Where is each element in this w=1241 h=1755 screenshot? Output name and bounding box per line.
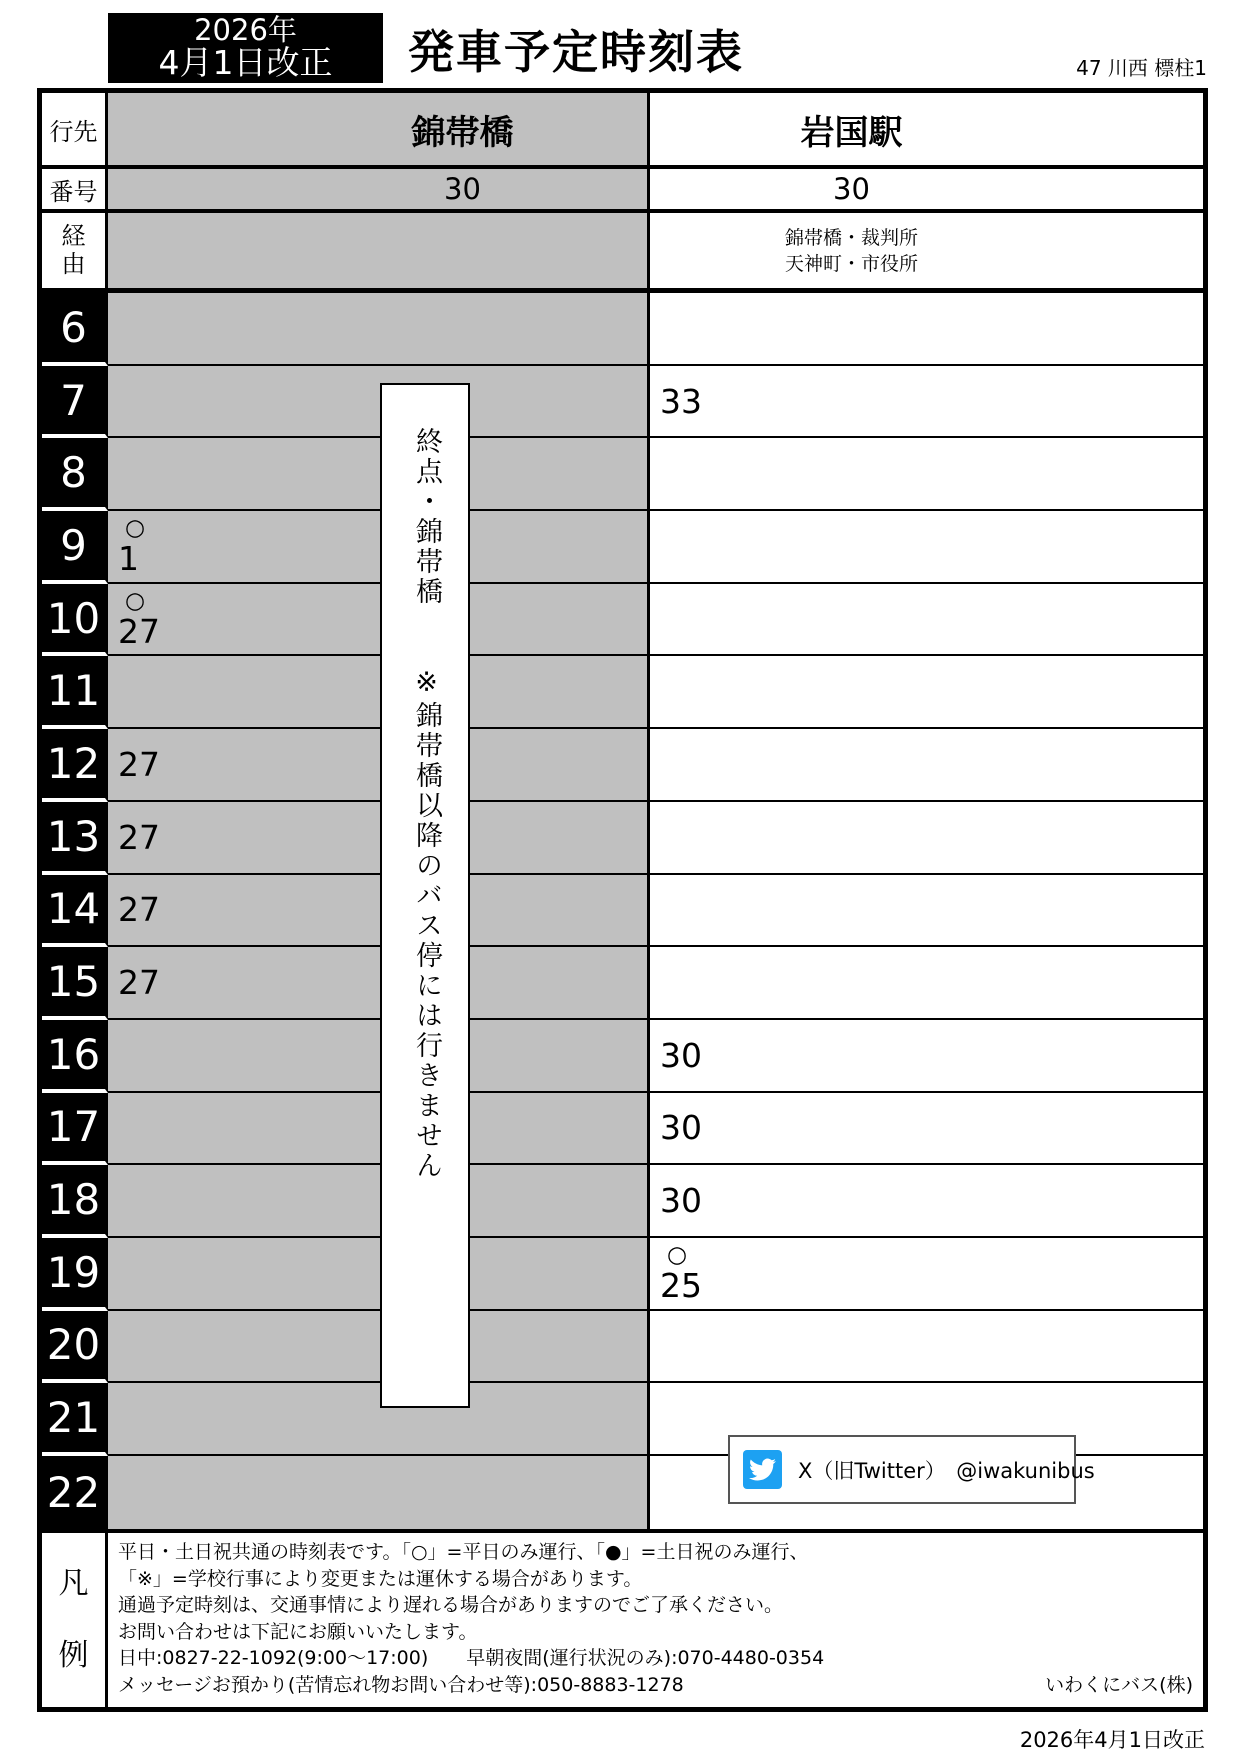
cell-iwakuni [650, 1238, 1203, 1311]
destination-kintaikyo: 錦帯橋 [108, 93, 650, 165]
cell-kintaikyo [108, 366, 650, 439]
cell-iwakuni [650, 366, 1203, 439]
route-number-row [42, 169, 1203, 213]
cell-kintaikyo [108, 729, 650, 802]
cell-kintaikyo [108, 656, 650, 729]
cell-kintaikyo [108, 1456, 650, 1529]
cell-iwakuni [650, 1311, 1203, 1384]
cell-iwakuni [650, 293, 1203, 366]
hour-label: 12 [42, 729, 108, 802]
cell-kintaikyo [108, 1165, 650, 1238]
twitter-info-box [728, 1435, 1095, 1504]
via-line2: 天神町・市役所 [784, 252, 918, 275]
hour-label: 11 [42, 656, 108, 729]
weekday-only-symbol: ○ [125, 515, 146, 542]
minute-value: 1 [118, 539, 139, 579]
cell-iwakuni [650, 802, 1203, 875]
hour-label: 9 [42, 511, 108, 584]
legend-phone-line: メッセージお預かり(苦情忘れ物お問い合わせ等):050-8883-1278 [118, 1673, 684, 1696]
hour-row-14 [42, 875, 1203, 948]
minute-value: 27 [118, 963, 160, 1003]
cell-iwakuni [650, 511, 1203, 584]
minute-value: 27 [118, 890, 160, 930]
cell-kintaikyo [108, 1311, 650, 1384]
page-title: 発車予定時刻表 [408, 25, 744, 79]
hour-row-15 [42, 947, 1203, 1020]
hour-label: 8 [42, 438, 108, 511]
cell-kintaikyo [108, 1020, 650, 1093]
revision-date-box [108, 13, 383, 83]
legend-line-3: 通過予定時刻は、交通事情により遅れる場合がありますのでご了承ください。 [118, 1594, 784, 1616]
cell-iwakuni [650, 656, 1203, 729]
minute-value: 27 [118, 817, 160, 857]
cell-kintaikyo [108, 875, 650, 948]
legend-line-6 [118, 1672, 1195, 1699]
weekday-only-symbol: ○ [667, 1242, 688, 1269]
revision-date: 4月1日改正 [158, 42, 333, 82]
hour-label: 6 [42, 293, 108, 366]
cell-kintaikyo [108, 438, 650, 511]
hour-label: 7 [42, 366, 108, 439]
hour-label: 19 [42, 1238, 108, 1311]
legend-row [42, 1529, 1203, 1707]
hour-row-12 [42, 729, 1203, 802]
legend-text [108, 1533, 1203, 1707]
twitter-bird-icon [743, 1450, 782, 1489]
cell-kintaikyo [108, 584, 650, 657]
cell-kintaikyo [108, 1383, 650, 1456]
cell-kintaikyo [108, 1238, 650, 1311]
route-number-iwakuni: 30 [650, 169, 1203, 209]
hour-rows [42, 293, 1203, 1529]
minute-value: 30 [660, 1035, 702, 1075]
via-kintaikyo [108, 213, 650, 288]
hour-label: 21 [42, 1383, 108, 1456]
hour-row-13 [42, 802, 1203, 875]
legend-label: 凡例 [42, 1533, 108, 1707]
cell-kintaikyo [108, 293, 650, 366]
cell-iwakuni [650, 729, 1203, 802]
row-label-destination: 行先 [42, 93, 108, 165]
twitter-handle: X（旧Twitter） @iwakunibus [798, 1458, 1095, 1483]
cell-kintaikyo [108, 802, 650, 875]
hour-row-16 [42, 1020, 1203, 1093]
cell-iwakuni [650, 947, 1203, 1020]
cell-kintaikyo [108, 1093, 650, 1166]
cell-iwakuni [650, 438, 1203, 511]
stop-pole-label: 47 川西 標柱1 [1076, 56, 1207, 80]
legend-line-4: お問い合わせは下記にお願いいたします。 [118, 1620, 478, 1643]
hour-label: 16 [42, 1020, 108, 1093]
hour-row-17 [42, 1093, 1203, 1166]
terminal-note: 終点・錦帯橋 ※錦帯橋以降のバス停には行きません [380, 383, 470, 1408]
via-iwakuni [650, 213, 1203, 288]
hour-label: 17 [42, 1093, 108, 1166]
row-label-via [42, 213, 108, 288]
cell-iwakuni [650, 875, 1203, 948]
hour-label: 22 [42, 1456, 108, 1529]
hour-row-19 [42, 1238, 1203, 1311]
hour-row-6 [42, 293, 1203, 366]
cell-iwakuni [650, 1093, 1203, 1166]
hour-label: 13 [42, 802, 108, 875]
legend-line-5: 日中:0827-22-1092(9:00～17:00) 早朝夜間(運行状況のみ):070-4480-0354 [118, 1647, 825, 1669]
hour-row-7 [42, 366, 1203, 439]
cell-kintaikyo [108, 511, 650, 584]
revision-year: 2026年 [194, 13, 297, 48]
minute-value: 30 [660, 1108, 702, 1148]
hour-label: 14 [42, 875, 108, 948]
minute-value: 25 [660, 1266, 702, 1306]
via-label: 経由 [61, 221, 86, 278]
hour-row-9 [42, 511, 1203, 584]
hour-row-20 [42, 1311, 1203, 1384]
footer-revision-date: 2026年4月1日改正 [1019, 1728, 1205, 1752]
hour-row-10 [42, 584, 1203, 657]
via-line1: 錦帯橋・裁判所 [784, 226, 918, 249]
hour-label: 10 [42, 584, 108, 657]
cell-iwakuni [650, 584, 1203, 657]
row-label-number: 番号 [42, 169, 108, 209]
destination-row [42, 93, 1203, 169]
company-name: いわくにバス(株) [1045, 1673, 1193, 1696]
minute-value: 27 [118, 744, 160, 784]
hour-label: 20 [42, 1311, 108, 1384]
hour-row-18 [42, 1165, 1203, 1238]
hour-label: 18 [42, 1165, 108, 1238]
hour-label: 15 [42, 947, 108, 1020]
cell-kintaikyo [108, 947, 650, 1020]
legend-line-2: 「※」=学校行事により変更または運休する場合があります。 [118, 1567, 643, 1590]
via-row [42, 213, 1203, 293]
minute-value: 33 [660, 381, 702, 421]
hour-row-8 [42, 438, 1203, 511]
hour-row-11 [42, 656, 1203, 729]
legend-line-1: 平日・土日祝共通の時刻表です。「○」=平日のみ運行、「●」=土日祝のみ運行、 [118, 1541, 809, 1563]
minute-value: 27 [118, 612, 160, 652]
minute-value: 30 [660, 1181, 702, 1221]
route-number-kintaikyo: 30 [108, 169, 650, 209]
cell-iwakuni [650, 1020, 1203, 1093]
destination-iwakuni: 岩国駅 [650, 93, 1203, 165]
cell-iwakuni [650, 1165, 1203, 1238]
weekday-only-symbol: ○ [125, 588, 146, 615]
